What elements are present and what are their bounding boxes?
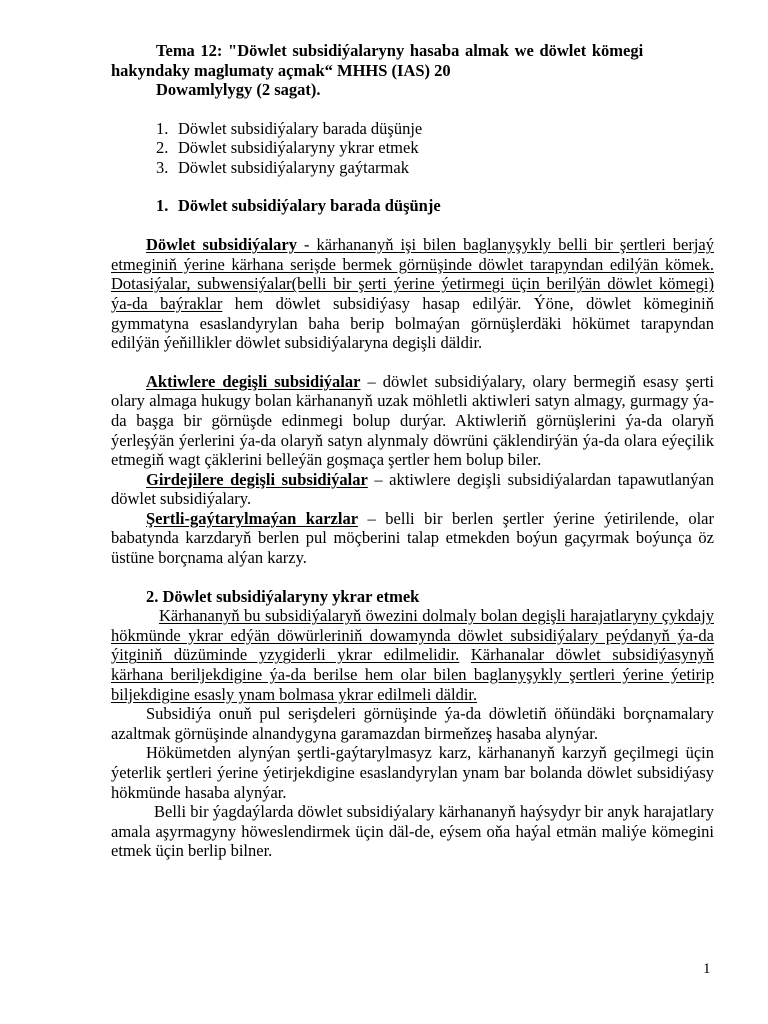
- title-line-1: Tema 12: "Döwlet subsidiýalaryny hasaba almak we döwlet kömegi: [156, 41, 644, 60]
- paragraph-recognition: Kärhananyň bu subsidiýalaryň öwezini dolmaly bolan degişli harajatlaryny çykdajy hökmünde ykrar edýän döwürleriniň dowamynda döwlet subsidiýalary peýdanyň ýa-da ýitginiň düzüminde yzygiderli ykrar edilmelidir. Kärhanalar döwlet subsidiýasynyň kärhana beriljekdigine ýa-da berilse hem olar bilen baglanyşykly şertleri ýerine ýetirip biljekdigine esasly ynam bolmasa ykrar edilmeli däldir.: [111, 606, 714, 704]
- plan-item: 3. Döwlet subsidiýalaryny gaýtarmak: [156, 157, 409, 177]
- document-page: [111, 41, 714, 861]
- paragraph-definition: Döwlet subsidiýalary - kärhananyň işi bilen baglanyşykly belli bir şertleri berjaý etmeginiň ýerine kärhana serişde bermek görnüşinde döwlet tarapyndan edilýän kömek. Dotasiýalar, subwensiýalar(belli bir şerti ýerine ýetirmegi üçin berilýän döwlet kömegi) ýa-da baýraklar hem döwlet subsidiýasy hasap edilýär. Ýöne, döwlet kömeginiň gymmatyna esaslandyrylan baha berip bolmaýan görnüşlerdäki hökümet tarapyndan edilýän ýeňillikler döwlet subsidiýalaryna degişli däldir.: [111, 235, 714, 353]
- plan-item: 2. Döwlet subsidiýalaryny ykrar etmek: [156, 138, 419, 158]
- plan-item: 1. Döwlet subsidiýalary barada düşünje: [156, 118, 423, 138]
- plan-list: [111, 119, 714, 178]
- paragraph-cash-form: Subsidiýa onuň pul serişdeleri görnüşinde ýa-da döwletiň öňündäki borçnamalary azaltmak görnüşinde alnandygyna garamazdan birmeňzeş hasaba alynýar.: [111, 704, 714, 743]
- title-line-1-cont: hakyndaky maglumaty açmak“ MHHS (IAS) 20: [111, 60, 451, 80]
- term-dowlet-subsidiyalary: Döwlet subsidiýalary: [146, 235, 297, 255]
- paragraph-financial-support: Belli bir ýagdaýlarda döwlet subsidiýalary kärhananyň haýsydyr bir anyk harajatlary amala aşyrmagyny höweslendirmek üçin däl-de, eýsem oňa haýal etmän maliýe kömegini etmek üçin berlip bilner.: [111, 802, 714, 861]
- section-1-heading: 1. Döwlet subsidiýalary barada düşünje: [156, 195, 441, 215]
- paragraph-asset-subsidies: Aktiwlere degişli subsidiýalar – döwlet subsidiýalary, olary bermegiň esasy şerti olary almaga hukugy bolan kärhananyň uzak möhletli aktiwleri satyn almagy, gurmagy ýa-da başga bir görnüşde edinmegi bolup durýar. Aktiwleriň görnüşlerini ýa-da olaryň ýerleşýän ýerlerini ýa-da olaryň satyn alynmaly döwrüni çäklendirýän ýa-da olara eýeçilik etmegiň wagt çäklerini belleýän goşmaça şertler hem bolup biler.: [111, 371, 715, 470]
- duration-line: Dowamlylygy (2 sagat).: [156, 80, 321, 100]
- page-number: 1: [703, 961, 711, 977]
- term-aktiwlere: Aktiwlere degişli subsidiýalar: [146, 371, 361, 391]
- term-sertli-gaytarylmayan: Şertli-gaýtarylmaýan karzlar: [146, 508, 359, 528]
- section-2-heading: 2. Döwlet subsidiýalaryny ykrar etmek: [146, 586, 420, 606]
- paragraph-income-subsidies: Girdejilere degişli subsidiýalar – aktiwlere degişli subsidiýalardan tapawutlanýan döwlet subsidiýalary.: [111, 469, 714, 509]
- paragraph-loan: Hökümetden alynýan şertli-gaýtarylmasyz karz, kärhananyň karzyň geçilmegi üçin ýeterlik şertleri ýerine ýetirjekdigine esaslandyrylan ynam bar bolanda döwlet subsidiýasy hökmünde hasaba alynýar.: [111, 743, 714, 802]
- term-girdejilere: Girdejilere degişli subsidiýalar: [146, 469, 368, 489]
- paragraph-forgivable-loans: Şertli-gaýtarylmaýan karzlar – belli bir berlen şertler ýerine ýetirilende, olar babatynda karzdaryň berlen pul möçberini talap etmekden boýun gaçyrmak boýunça öz üstüne borçnama alýan karzy.: [111, 508, 714, 568]
